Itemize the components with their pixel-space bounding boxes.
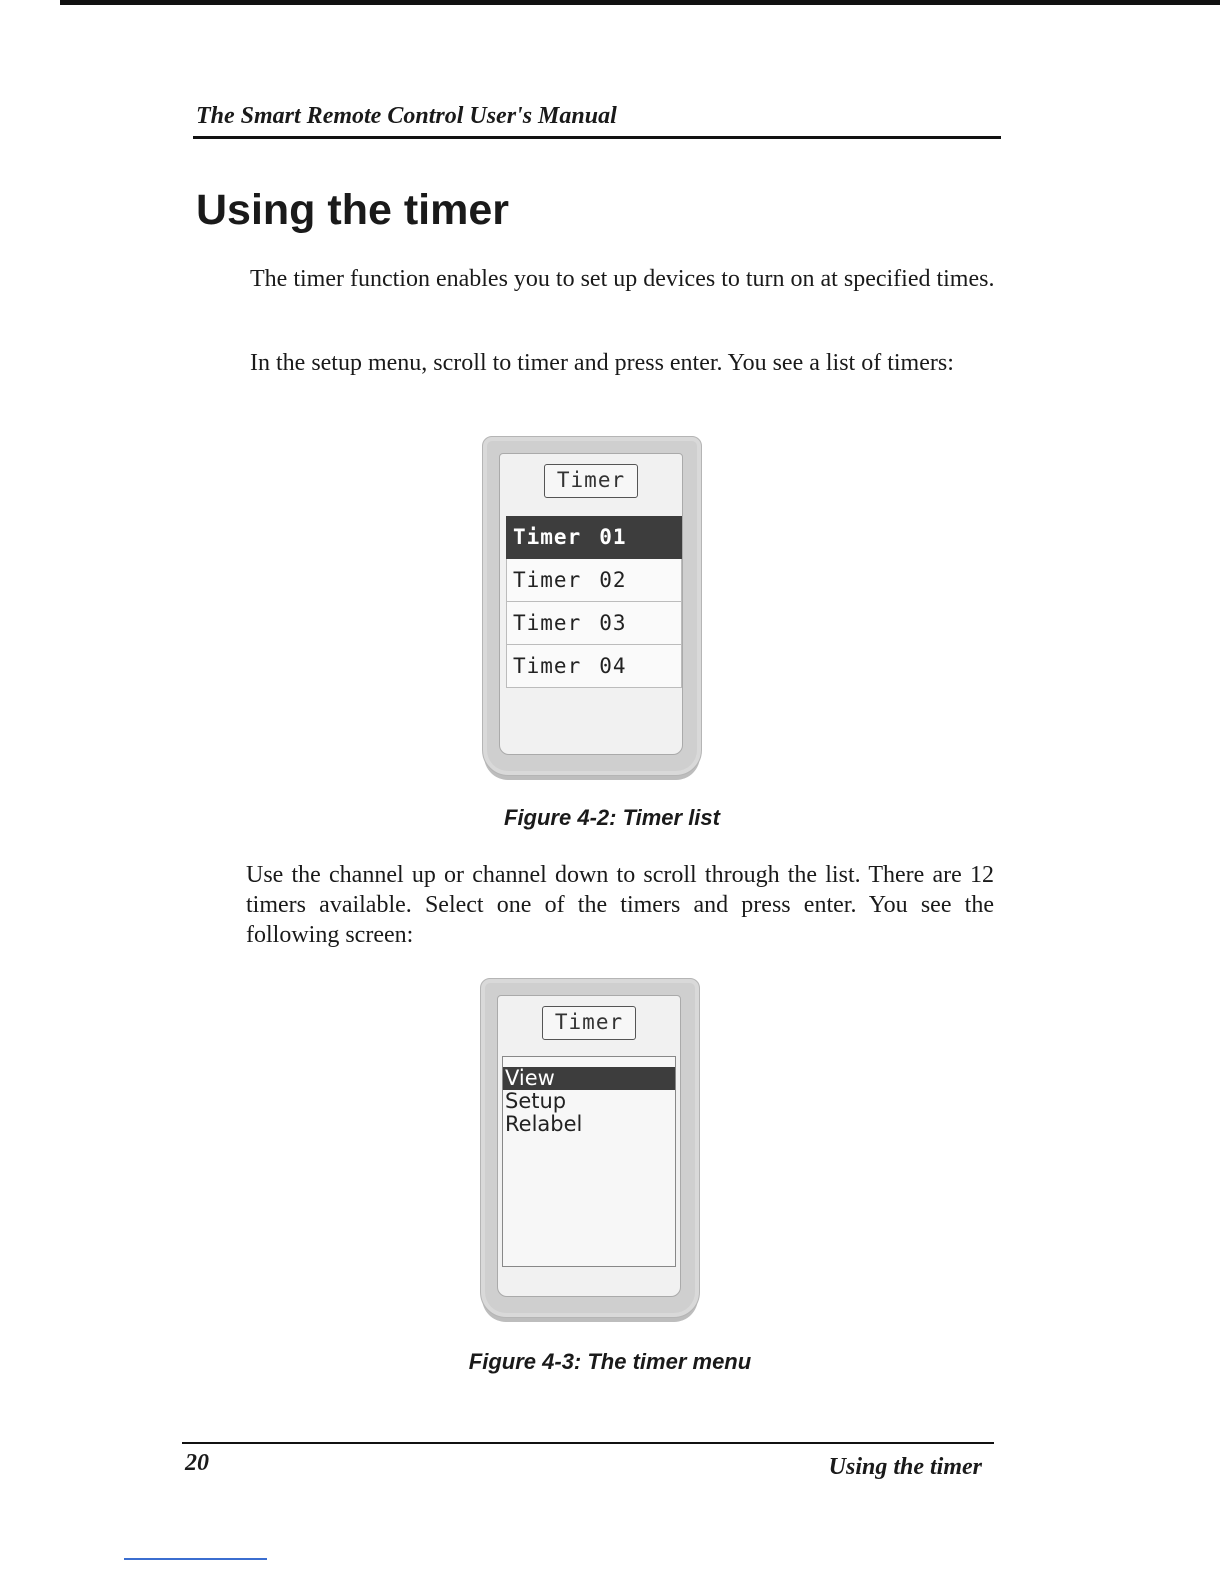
- menu-item-relabel[interactable]: Relabel: [505, 1112, 583, 1136]
- timer-item-label: Timer: [513, 654, 582, 678]
- timer-item-number: 01: [599, 525, 627, 549]
- page-number: 20: [185, 1450, 209, 1476]
- lcd-screen: [497, 995, 681, 1297]
- page-title: Using the timer: [196, 186, 509, 234]
- timer-list-item[interactable]: [506, 602, 682, 645]
- timer-menu: [502, 1056, 676, 1267]
- running-footer: [182, 1442, 994, 1481]
- timer-list: [506, 516, 682, 688]
- timer-item-label: Timer: [513, 568, 582, 592]
- footer-section-title: Using the timer: [828, 1454, 982, 1480]
- menu-item-setup[interactable]: Setup: [505, 1089, 567, 1113]
- header-title: The Smart Remote Control User's Manual: [196, 103, 617, 129]
- paragraph-scroll: Use the channel up or channel down to scroll through the list. There are 12 timers available. Select one of the timers and press enter. You see the following screen:: [246, 862, 994, 948]
- running-header: [193, 100, 1001, 139]
- scan-artifact-line: [124, 1558, 267, 1560]
- figure-caption-timer-list: Figure 4-2: Timer list: [504, 805, 720, 830]
- header-rule: [193, 136, 1001, 139]
- screen-title-tag: Timer: [542, 1006, 636, 1040]
- scan-edge: [60, 0, 1220, 5]
- timer-item-number: 02: [599, 568, 627, 592]
- paragraph-setup: In the setup menu, scroll to timer and press enter. You see a list of timers:: [250, 350, 954, 376]
- screen-title-tag: Timer: [544, 464, 638, 498]
- timer-list-item[interactable]: [506, 559, 682, 602]
- remote-screen-timer-menu: [480, 978, 700, 1318]
- timer-list-item[interactable]: [506, 645, 682, 688]
- lcd-screen: [499, 453, 683, 755]
- remote-screen-timer-list: [482, 436, 702, 776]
- menu-item-view[interactable]: View: [503, 1067, 675, 1090]
- timer-item-number: 03: [599, 611, 627, 635]
- figure-caption-timer-menu: Figure 4-3: The timer menu: [468, 1349, 752, 1374]
- timer-item-number: 04: [599, 654, 627, 678]
- timer-item-label: Timer: [513, 525, 582, 549]
- timer-list-item[interactable]: [506, 516, 682, 559]
- paragraph-intro: The timer function enables you to set up devices to turn on at specified times.: [250, 266, 995, 292]
- timer-item-label: Timer: [513, 611, 582, 635]
